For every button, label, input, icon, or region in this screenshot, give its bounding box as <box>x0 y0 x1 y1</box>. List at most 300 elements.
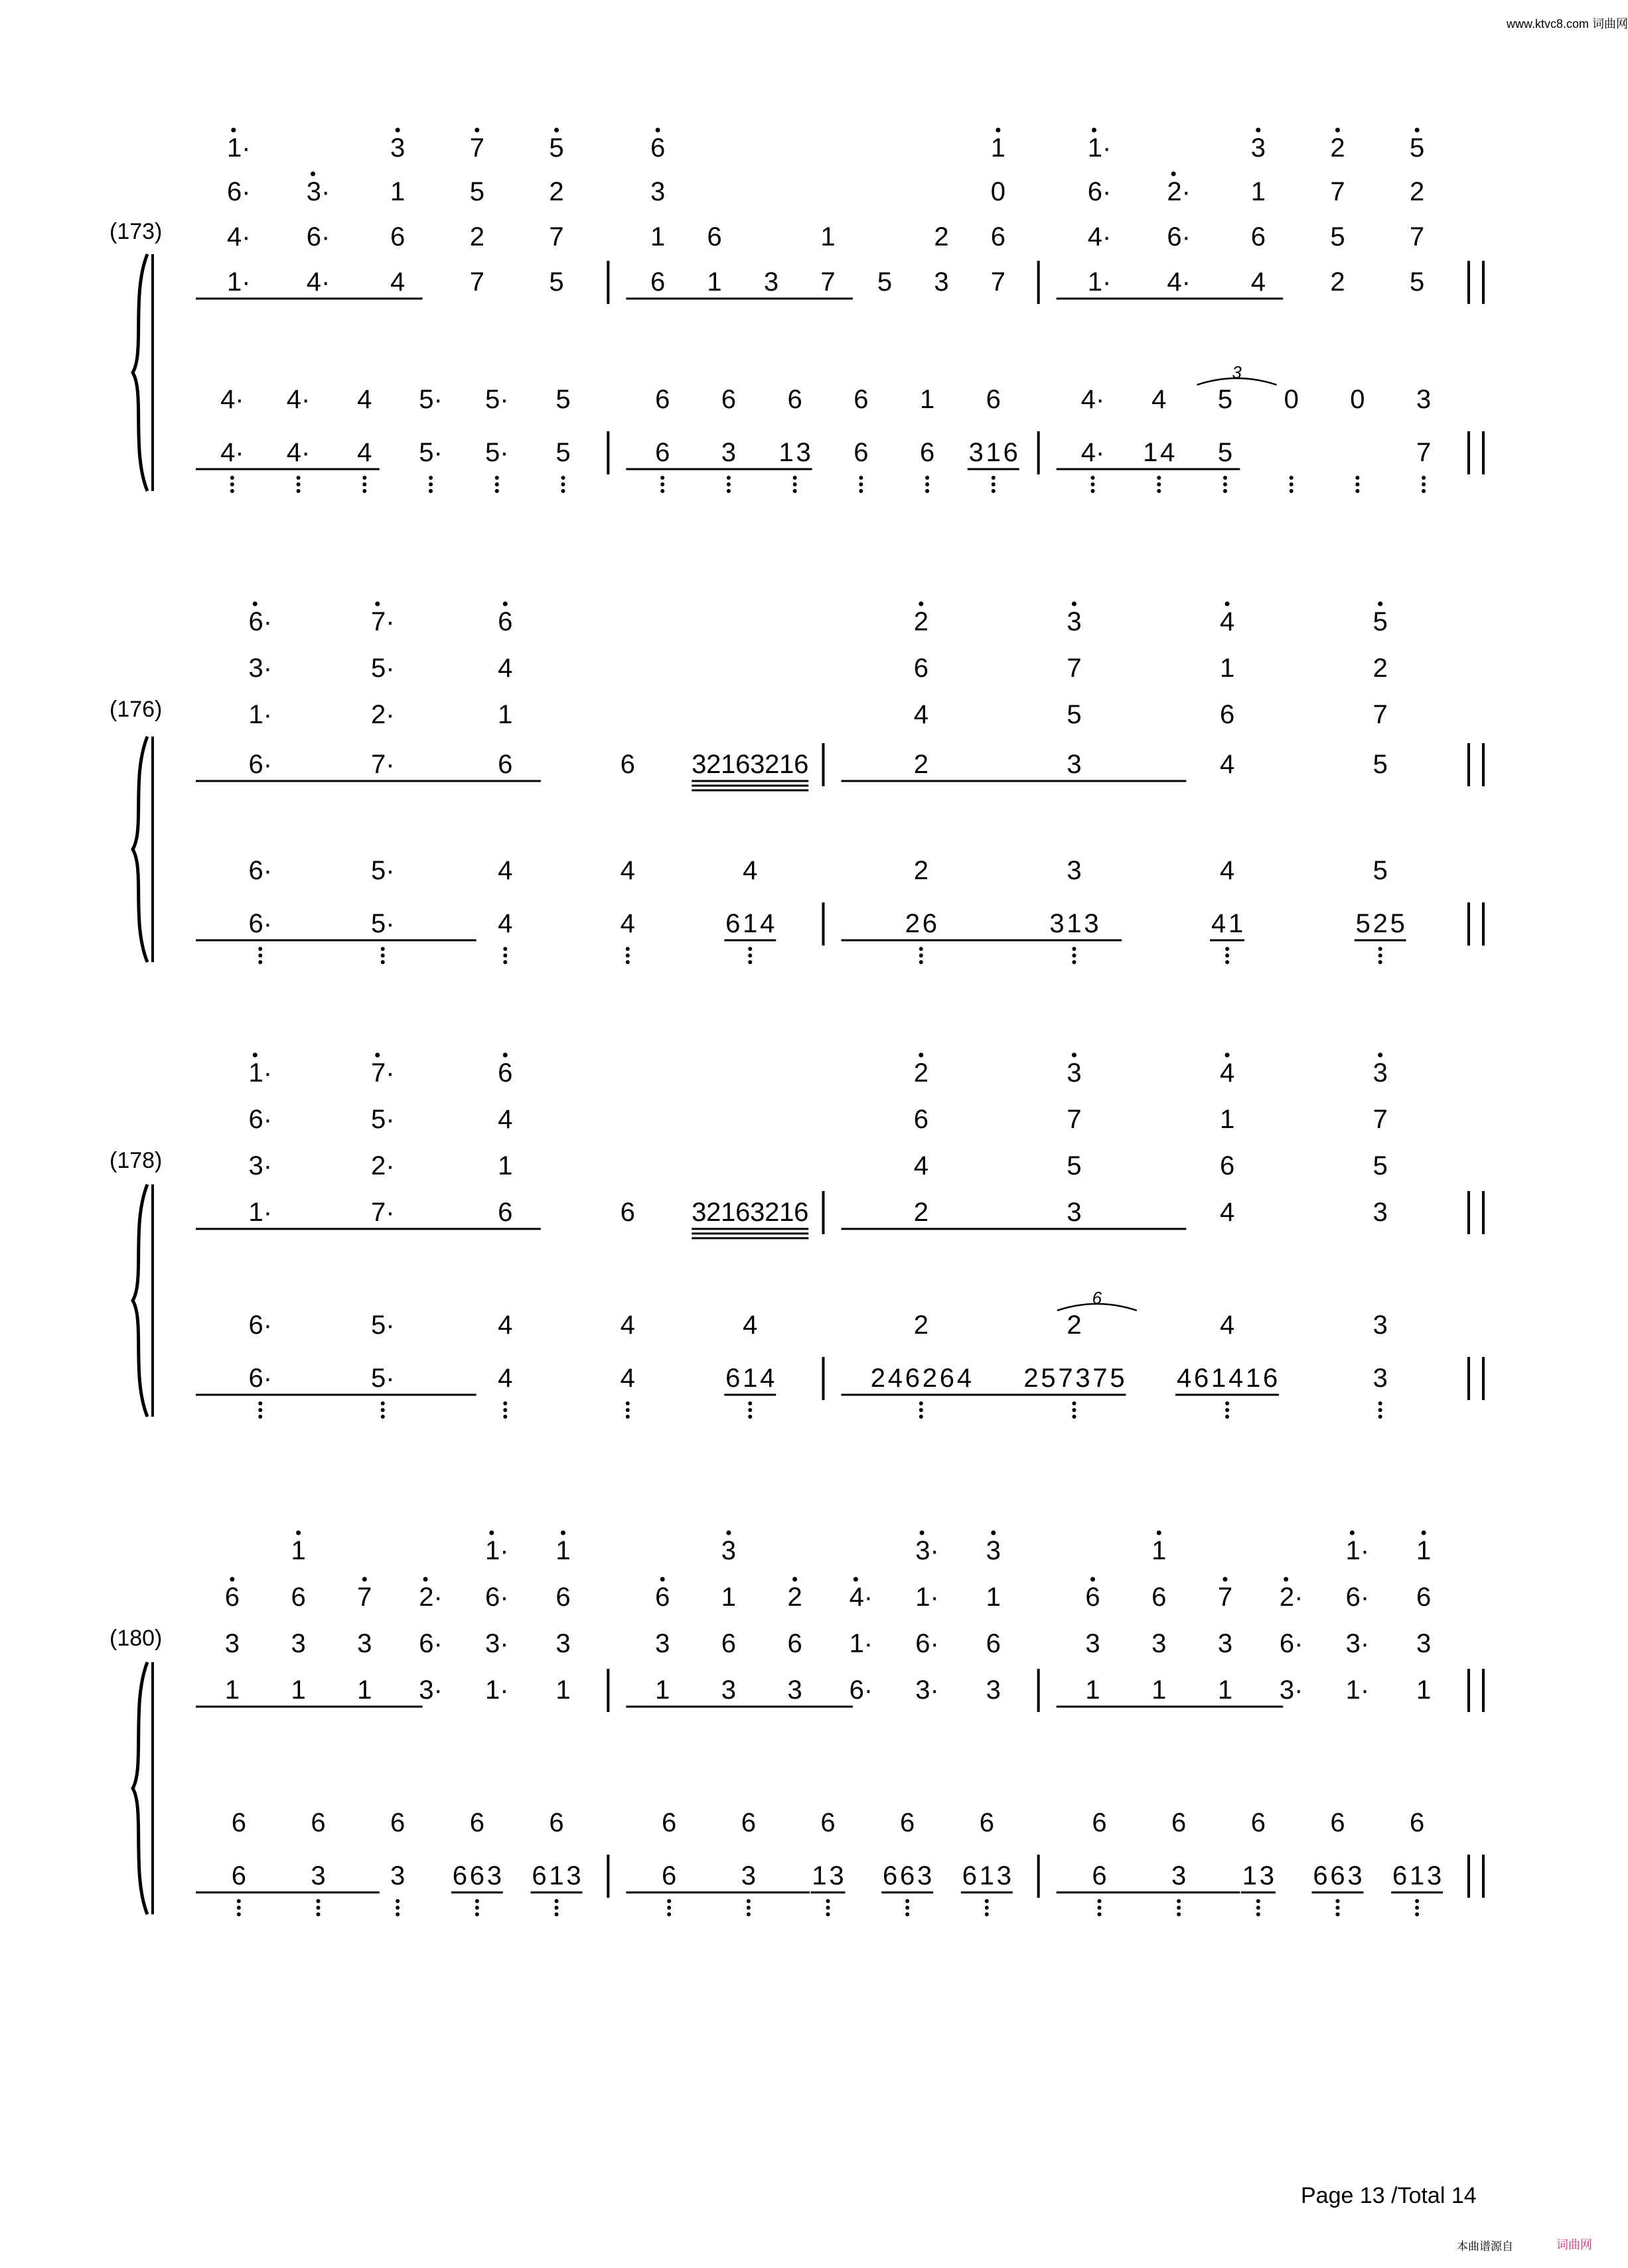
lh-note: 1 <box>1245 1364 1261 1393</box>
octave-dot <box>1225 954 1229 957</box>
octave-dot <box>726 1531 731 1535</box>
octave-dot <box>1422 1531 1426 1535</box>
rh-note: 1 <box>555 1675 571 1705</box>
octave-dot <box>920 1531 925 1535</box>
octave-dot <box>996 128 1000 133</box>
octave-dot <box>231 128 236 133</box>
lh-note: 3 <box>1171 1861 1187 1890</box>
lh-note: 5 <box>1372 856 1388 885</box>
octave-dot <box>1415 1899 1419 1903</box>
rh-note: 6 <box>735 750 751 779</box>
octave-dot <box>1072 1408 1076 1412</box>
rh-note: 6· <box>419 1629 443 1658</box>
rh-note: 3 <box>390 133 406 163</box>
lh-note: 6 <box>922 909 937 938</box>
lh-note: 6· <box>248 1364 273 1393</box>
rh-note: 1 <box>779 1198 794 1227</box>
lh-note: 6 <box>1171 1808 1187 1837</box>
rh-note: 1 <box>390 177 406 206</box>
octave-dot <box>1091 489 1095 493</box>
rh-note: 1 <box>1151 1536 1167 1565</box>
lh-note: 5· <box>419 385 443 414</box>
lh-note: 6 <box>311 1808 326 1837</box>
lh-note: 6 <box>452 1861 467 1890</box>
lh-note: 2 <box>905 909 920 938</box>
octave-dot <box>1098 1906 1102 1910</box>
rh-note: 3 <box>934 267 949 297</box>
octave-dot <box>362 482 366 486</box>
rh-note: 1 <box>1085 1675 1100 1705</box>
lh-note: 1 <box>1242 1861 1257 1890</box>
octave-dot <box>297 482 301 486</box>
octave-dot <box>1290 489 1294 493</box>
lh-note: 2 <box>922 1364 937 1393</box>
lh-note: 3 <box>721 438 737 467</box>
rh-note: 6 <box>1085 1583 1100 1612</box>
rh-note: 1 <box>555 1536 571 1565</box>
octave-dot <box>362 1577 367 1582</box>
octave-dot <box>992 489 996 493</box>
octave-dot <box>626 954 630 957</box>
lh-note: 5· <box>370 1364 395 1393</box>
lh-note: 6 <box>532 1861 547 1890</box>
rh-note: 6· <box>1087 177 1112 206</box>
rh-note: 5 <box>1372 607 1388 636</box>
octave-dot <box>1092 128 1096 133</box>
lh-note: 6 <box>883 1861 898 1890</box>
octave-dot <box>555 1899 559 1903</box>
rh-note: 4· <box>227 222 251 251</box>
lh-note: 2 <box>1372 909 1388 938</box>
lh-note: 5· <box>419 438 443 467</box>
octave-dot <box>748 1415 752 1419</box>
rh-note: 3 <box>1067 1198 1082 1227</box>
rh-note: 3· <box>248 1151 273 1180</box>
rh-note: 3 <box>986 1675 1001 1705</box>
octave-dot <box>1415 1906 1419 1910</box>
rh-note: 6 <box>990 222 1006 251</box>
octave-dot <box>919 1401 923 1405</box>
lh-note: 4 <box>1219 856 1235 885</box>
rh-note: 6 <box>913 1105 928 1134</box>
rh-note: 6· <box>248 750 273 779</box>
rh-note: 1· <box>484 1536 509 1565</box>
octave-dot <box>561 476 565 480</box>
octave-dot <box>1225 1401 1229 1405</box>
octave-dot <box>1256 1912 1260 1916</box>
site-url-watermark: www.ktvc8.com 词曲网 <box>1507 17 1628 31</box>
rh-note: 2 <box>934 222 949 251</box>
octave-dot <box>660 489 664 493</box>
measure-number: (180) <box>110 1626 163 1651</box>
rh-note: 1 <box>1416 1536 1432 1565</box>
octave-dot <box>1223 489 1227 493</box>
octave-dot <box>381 1401 385 1405</box>
octave-dot <box>429 489 433 493</box>
lh-note: 6 <box>939 1364 954 1393</box>
lh-note: 6 <box>1250 1808 1266 1837</box>
octave-dot <box>258 1408 262 1412</box>
lh-note: 6 <box>1003 438 1018 467</box>
rh-note: 2· <box>419 1583 443 1612</box>
rh-note: 2 <box>1330 267 1345 297</box>
lh-note: 6 <box>900 1808 915 1837</box>
page-indicator: Page 13 /Total 14 <box>1301 2183 1477 2208</box>
rh-note: 1 <box>1217 1675 1233 1705</box>
octave-dot <box>747 1912 751 1916</box>
octave-dot <box>727 482 731 486</box>
lh-note: 5· <box>484 385 509 414</box>
octave-dot <box>555 1912 559 1916</box>
lh-note: 6 <box>787 385 802 414</box>
lh-note: 6 <box>1330 1808 1345 1837</box>
octave-dot <box>1422 476 1426 480</box>
lh-note: 6 <box>655 385 670 414</box>
rh-note: 1 <box>779 750 794 779</box>
octave-dot <box>429 482 433 486</box>
rh-note: 1· <box>1345 1536 1370 1565</box>
lh-note: 3 <box>1372 1311 1388 1340</box>
octave-dot <box>230 489 234 493</box>
rh-note: 1 <box>986 1583 1001 1612</box>
rh-note: 2 <box>1410 177 1425 206</box>
lh-note: 1 <box>1410 1861 1425 1890</box>
octave-dot <box>230 476 234 480</box>
octave-dot <box>296 1531 301 1535</box>
rh-note: 5 <box>877 267 893 297</box>
lh-note: 6 <box>231 1861 246 1890</box>
lh-note: 3 <box>829 1861 844 1890</box>
rh-note: 7· <box>370 607 395 636</box>
rh-note: 1· <box>248 1058 273 1088</box>
lh-note: 6 <box>725 909 741 938</box>
lh-note: 1 <box>919 385 935 414</box>
lh-note: 3 <box>1084 909 1099 938</box>
rh-note: 4 <box>1219 607 1235 636</box>
lh-note: 3 <box>968 438 984 467</box>
lh-note: 4 <box>743 1311 758 1340</box>
rh-note: 3 <box>986 1536 1001 1565</box>
lh-note: 2 <box>913 856 928 885</box>
rh-note: 6· <box>306 222 331 251</box>
rh-note: 6 <box>620 750 635 779</box>
octave-dot <box>853 1577 858 1582</box>
octave-dot <box>1222 1577 1227 1582</box>
lh-note: 3 <box>486 1861 502 1890</box>
lh-note: 4 <box>1228 1364 1244 1393</box>
lh-note: 6 <box>900 1861 915 1890</box>
octave-dot <box>919 947 923 951</box>
rh-note: 3 <box>750 750 765 779</box>
rh-note: 2 <box>765 750 780 779</box>
lh-note: 5 <box>555 438 571 467</box>
octave-dot <box>1284 1577 1288 1582</box>
lh-note: 6 <box>905 1364 920 1393</box>
lh-note: 7 <box>1058 1364 1073 1393</box>
lh-note: 4 <box>498 1364 513 1393</box>
octave-dot <box>1378 947 1382 951</box>
octave-dot <box>727 489 731 493</box>
lh-note: 7 <box>1092 1364 1108 1393</box>
rh-note: 6 <box>986 1629 1001 1658</box>
lh-note: 4 <box>498 909 513 938</box>
lh-note: 3 <box>1427 1861 1442 1890</box>
octave-dot <box>1378 602 1382 606</box>
lh-note: 4 <box>498 856 513 885</box>
rh-note: 6 <box>735 1198 751 1227</box>
lh-note: 4 <box>760 909 775 938</box>
octave-dot <box>792 1577 797 1582</box>
rh-note: 1 <box>820 222 836 251</box>
brace <box>133 1184 147 1417</box>
lh-note: 4 <box>1211 909 1226 938</box>
rh-note: 6 <box>498 1058 513 1088</box>
lh-note: 6 <box>469 1861 484 1890</box>
octave-dot <box>503 954 507 957</box>
octave-dot <box>919 1415 923 1419</box>
lh-note: 4 <box>620 856 635 885</box>
rh-note: 7 <box>1067 1105 1082 1134</box>
octave-dot <box>748 954 752 957</box>
rh-note: 2· <box>370 1151 395 1180</box>
rh-note: 1· <box>484 1675 509 1705</box>
lh-note: 5 <box>1217 438 1233 467</box>
octave-dot <box>381 1415 385 1419</box>
lh-note: 5 <box>1041 1364 1056 1393</box>
octave-dot <box>919 1408 923 1412</box>
rh-note: 2 <box>787 1583 802 1612</box>
rh-note: 3 <box>357 1629 372 1658</box>
lh-note: 4 <box>1176 1364 1192 1393</box>
rh-note: 3 <box>650 177 666 206</box>
octave-dot <box>381 1408 385 1412</box>
rh-note: 7· <box>370 750 395 779</box>
lh-note: 1 <box>778 438 794 467</box>
rh-note: 6· <box>849 1675 873 1705</box>
octave-dot <box>237 1906 241 1910</box>
rh-note: 3· <box>1345 1629 1370 1658</box>
rh-note: 2 <box>469 222 484 251</box>
lh-note: 6 <box>1193 1364 1209 1393</box>
octave-dot <box>230 482 234 486</box>
octave-dot <box>1157 476 1161 480</box>
octave-dot <box>475 1906 479 1910</box>
lh-note: 6 <box>725 1364 741 1393</box>
octave-dot <box>475 1899 479 1903</box>
lh-note: 3 <box>390 1861 406 1890</box>
rh-note: 3· <box>248 654 273 683</box>
octave-dot <box>495 489 499 493</box>
rh-note: 3 <box>1067 607 1082 636</box>
lh-note: 1 <box>549 1861 564 1890</box>
lh-note: 3 <box>1049 909 1065 938</box>
rh-note: 7 <box>549 222 564 251</box>
octave-dot <box>656 128 660 133</box>
octave-dot <box>985 1906 989 1910</box>
lh-note: 4· <box>220 385 244 414</box>
lh-note: 1 <box>1211 1364 1226 1393</box>
octave-dot <box>1177 1906 1181 1910</box>
lh-note: 6 <box>721 385 737 414</box>
rh-note: 2 <box>1330 133 1345 163</box>
rh-note: 7 <box>469 133 484 163</box>
octave-dot <box>1378 960 1382 964</box>
octave-dot <box>503 1415 507 1419</box>
octave-dot <box>1223 476 1227 480</box>
octave-dot <box>253 602 258 606</box>
lh-note: 3 <box>1067 856 1082 885</box>
rh-note: 2 <box>706 1198 721 1227</box>
rh-note: 5 <box>1372 750 1388 779</box>
source-note: 本曲谱源自 <box>1457 2240 1513 2253</box>
octave-dot <box>748 960 752 964</box>
lh-note: 1 <box>743 909 758 938</box>
lh-note: 4 <box>743 856 758 885</box>
rh-note: 1· <box>227 267 251 297</box>
octave-dot <box>660 1577 665 1582</box>
rh-note: 3· <box>1279 1675 1303 1705</box>
rh-note: 1 <box>357 1675 372 1705</box>
brand-logo: 词曲网 <box>1556 2238 1592 2251</box>
octave-dot <box>1171 172 1176 177</box>
octave-dot <box>1225 1053 1230 1058</box>
octave-dot <box>381 947 385 951</box>
rh-note: 6 <box>390 222 406 251</box>
octave-dot <box>1336 1899 1340 1903</box>
octave-dot <box>258 954 262 957</box>
rh-note: 6· <box>1345 1583 1370 1612</box>
rh-note: 3· <box>419 1675 443 1705</box>
lh-note: 1 <box>979 1861 994 1890</box>
octave-dot <box>1072 947 1076 951</box>
octave-dot <box>919 960 923 964</box>
rh-note: 3 <box>692 1198 707 1227</box>
octave-dot <box>375 602 380 606</box>
rh-note: 5 <box>1410 267 1425 297</box>
octave-dot <box>919 1053 923 1058</box>
rh-note: 5 <box>1067 700 1082 729</box>
rh-note: 6· <box>248 1105 273 1134</box>
octave-dot <box>660 476 664 480</box>
octave-dot <box>1256 1899 1260 1903</box>
rh-note: 7 <box>990 267 1006 297</box>
lh-note: 6· <box>248 909 273 938</box>
octave-dot <box>362 476 366 480</box>
octave-dot <box>859 476 863 480</box>
lh-note: 3 <box>741 1861 756 1890</box>
lh-note: 6 <box>1410 1808 1425 1837</box>
measure-number: (173) <box>110 219 163 244</box>
octave-dot <box>396 128 400 133</box>
lh-note: 6 <box>655 438 670 467</box>
rh-note: 3 <box>1217 1629 1233 1658</box>
lh-note: 2 <box>1067 1311 1082 1340</box>
rh-note: 6 <box>794 750 809 779</box>
rh-note: 2 <box>913 1198 928 1227</box>
rh-note: 6 <box>721 1629 737 1658</box>
lh-note: 4· <box>286 385 311 414</box>
lh-note: 3 <box>1347 1861 1363 1890</box>
lh-note: 6 <box>741 1808 756 1837</box>
octave-dot <box>1072 1053 1076 1058</box>
rh-note: 7· <box>370 1058 395 1088</box>
octave-dot <box>826 1899 830 1903</box>
lh-note: 2 <box>870 1364 885 1393</box>
rh-note: 3 <box>721 1675 737 1705</box>
rh-note: 2 <box>1372 654 1388 683</box>
rh-note: 3 <box>224 1629 240 1658</box>
rh-note: 1 <box>721 1198 736 1227</box>
lh-note: 1 <box>1143 438 1158 467</box>
lh-note: 4 <box>956 1364 972 1393</box>
rh-note: 4· <box>849 1583 873 1612</box>
octave-dot <box>311 172 315 177</box>
octave-dot <box>667 1906 671 1910</box>
rh-note: 6· <box>1279 1629 1303 1658</box>
rh-note: 4 <box>913 700 928 729</box>
rh-note: 3 <box>655 1629 670 1658</box>
lh-note: 6 <box>1330 1861 1345 1890</box>
octave-dot <box>1256 1906 1260 1910</box>
octave-dot <box>258 947 262 951</box>
lh-note: 0 <box>1350 385 1365 414</box>
octave-dot <box>1225 1415 1229 1419</box>
lh-note: 1 <box>1067 909 1082 938</box>
lh-note: 4 <box>620 1311 635 1340</box>
rh-note: 6· <box>915 1629 939 1658</box>
octave-dot <box>1072 960 1076 964</box>
lh-note: 4· <box>220 438 244 467</box>
octave-dot <box>905 1906 909 1910</box>
octave-dot <box>503 1408 507 1412</box>
octave-dot <box>317 1912 321 1916</box>
lh-note: 3 <box>1075 1364 1090 1393</box>
octave-dot <box>396 1912 400 1916</box>
rh-note: 2 <box>765 1198 780 1227</box>
rh-note: 1 <box>291 1536 306 1565</box>
octave-dot <box>905 1912 909 1916</box>
octave-dot <box>985 1899 989 1903</box>
lh-note: 6· <box>248 1311 273 1340</box>
octave-dot <box>727 476 731 480</box>
rh-note: 0 <box>990 177 1006 206</box>
rh-note: 6 <box>1151 1583 1167 1612</box>
rh-note: 6 <box>650 267 666 297</box>
lh-note: 6 <box>469 1808 484 1837</box>
rh-note: 3· <box>306 177 331 206</box>
octave-dot <box>748 947 752 951</box>
octave-dot <box>503 947 507 951</box>
rh-note: 6 <box>1250 222 1266 251</box>
rh-note: 7 <box>1217 1583 1233 1612</box>
rh-note: 7 <box>357 1583 372 1612</box>
octave-dot <box>859 489 863 493</box>
rh-note: 6 <box>707 222 722 251</box>
octave-dot <box>258 1415 262 1419</box>
rh-note: 3 <box>1085 1629 1100 1658</box>
rh-note: 5 <box>549 267 564 297</box>
octave-dot <box>985 1912 989 1916</box>
rh-note: 1· <box>248 700 273 729</box>
rh-note: 5 <box>1372 1151 1388 1180</box>
octave-dot <box>1223 482 1227 486</box>
octave-dot <box>1098 1912 1102 1916</box>
octave-dot <box>423 1577 428 1582</box>
octave-dot <box>1072 1415 1076 1419</box>
lh-note: 5· <box>370 909 395 938</box>
octave-dot <box>747 1906 751 1910</box>
lh-note: 6 <box>962 1861 977 1890</box>
